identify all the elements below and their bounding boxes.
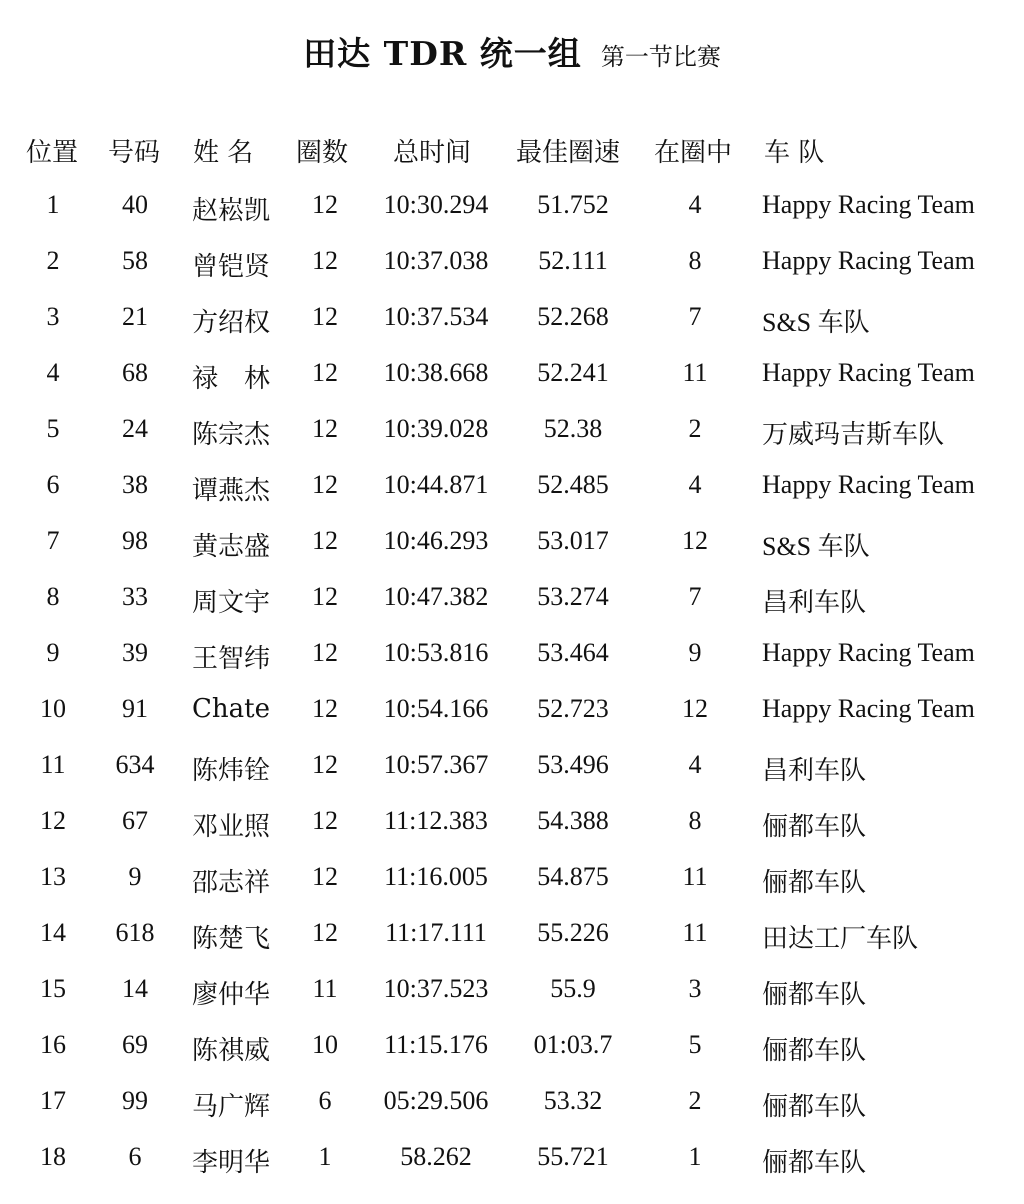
cell-name: 邵志祥 bbox=[191, 868, 270, 898]
cell-number: 68 bbox=[122, 358, 148, 387]
cell-name: 陈宗杰 bbox=[191, 420, 270, 450]
cell-number: 67 bbox=[122, 806, 148, 835]
cell-position: 18 bbox=[40, 1142, 66, 1171]
cell-best-lap: 53.464 bbox=[537, 638, 609, 667]
cell-number: 618 bbox=[115, 918, 155, 947]
cell-number: 14 bbox=[122, 974, 148, 1003]
cell-best-lap: 52.268 bbox=[537, 302, 609, 331]
table-row bbox=[0, 638, 1024, 694]
cell-position: 13 bbox=[40, 862, 66, 891]
cell-team: 俪都车队 bbox=[762, 1148, 867, 1177]
cell-total-time: 58.262 bbox=[400, 1142, 472, 1171]
cell-best-lap: 53.274 bbox=[537, 582, 609, 611]
cell-total-time: 10:30.294 bbox=[383, 190, 489, 219]
cell-best-lap: 51.752 bbox=[537, 190, 609, 219]
cell-name: 陈祺威 bbox=[191, 1036, 270, 1066]
header-number: 号码 bbox=[108, 138, 161, 168]
cell-total-time: 11:16.005 bbox=[384, 862, 488, 891]
cell-number: 33 bbox=[122, 582, 148, 611]
cell-laps: 12 bbox=[312, 526, 338, 555]
header-position: 位置 bbox=[26, 138, 79, 168]
cell-position: 16 bbox=[40, 1030, 66, 1059]
cell-name: Chate bbox=[192, 694, 270, 724]
table-row bbox=[0, 1142, 1024, 1198]
cell-best-lap: 55.721 bbox=[537, 1142, 609, 1171]
cell-number: 98 bbox=[122, 526, 148, 555]
cell-laps: 12 bbox=[312, 918, 338, 947]
cell-best-lap: 52.241 bbox=[537, 358, 609, 387]
cell-best-lap-on: 1 bbox=[688, 1142, 702, 1171]
cell-position: 15 bbox=[40, 974, 66, 1003]
cell-best-lap: 52.38 bbox=[543, 414, 603, 443]
cell-team: S&S 车队 bbox=[762, 308, 870, 337]
cell-name: 方绍权 bbox=[191, 308, 270, 338]
header-laps: 圈数 bbox=[296, 138, 349, 168]
cell-name: 马广辉 bbox=[191, 1092, 270, 1122]
cell-number: 69 bbox=[122, 1030, 148, 1059]
cell-laps: 12 bbox=[312, 470, 338, 499]
cell-position: 5 bbox=[46, 414, 60, 443]
cell-position: 12 bbox=[40, 806, 66, 835]
cell-team: 俪都车队 bbox=[762, 1036, 867, 1065]
cell-number: 39 bbox=[122, 638, 148, 667]
cell-laps: 6 bbox=[318, 1086, 332, 1115]
cell-position: 1 bbox=[46, 190, 60, 219]
cell-total-time: 05:29.506 bbox=[383, 1086, 489, 1115]
cell-total-time: 10:53.816 bbox=[383, 638, 489, 667]
cell-number: 634 bbox=[115, 750, 155, 779]
cell-name: 赵崧凯 bbox=[191, 196, 270, 226]
cell-team: 俪都车队 bbox=[762, 1092, 867, 1121]
title-subtitle: 第一节比赛 bbox=[600, 43, 721, 71]
cell-laps: 1 bbox=[318, 1142, 332, 1171]
cell-best-lap: 54.875 bbox=[537, 862, 609, 891]
cell-best-lap: 52.485 bbox=[537, 470, 609, 499]
cell-number: 58 bbox=[122, 246, 148, 275]
header-best-lap-on: 在圈中 bbox=[654, 138, 733, 168]
cell-total-time: 10:37.038 bbox=[383, 246, 489, 275]
header-best-lap: 最佳圈速 bbox=[516, 138, 621, 168]
cell-best-lap-on: 4 bbox=[688, 470, 702, 499]
cell-best-lap-on: 12 bbox=[682, 526, 708, 555]
cell-number: 38 bbox=[122, 470, 148, 499]
cell-team: 俪都车队 bbox=[762, 812, 867, 841]
cell-position: 7 bbox=[46, 526, 60, 555]
cell-laps: 12 bbox=[312, 806, 338, 835]
cell-team: Happy Racing Team bbox=[762, 694, 975, 723]
cell-number: 9 bbox=[128, 862, 142, 891]
results-table bbox=[0, 190, 1024, 1198]
cell-best-lap-on: 9 bbox=[688, 638, 702, 667]
table-row bbox=[0, 470, 1024, 526]
cell-total-time: 10:37.534 bbox=[383, 302, 489, 331]
cell-team: Happy Racing Team bbox=[762, 190, 975, 219]
cell-best-lap-on: 11 bbox=[682, 862, 708, 891]
cell-position: 11 bbox=[40, 750, 66, 779]
cell-best-lap-on: 11 bbox=[682, 358, 708, 387]
cell-name: 邓业照 bbox=[191, 812, 270, 842]
cell-position: 17 bbox=[40, 1086, 66, 1115]
cell-total-time: 11:12.383 bbox=[384, 806, 488, 835]
cell-best-lap-on: 2 bbox=[688, 414, 702, 443]
cell-number: 91 bbox=[122, 694, 148, 723]
cell-best-lap: 55.9 bbox=[550, 974, 596, 1003]
cell-best-lap: 52.111 bbox=[538, 246, 608, 275]
cell-name: 谭燕杰 bbox=[191, 476, 270, 506]
cell-best-lap-on: 4 bbox=[688, 750, 702, 779]
cell-position: 14 bbox=[40, 918, 66, 947]
cell-team: Happy Racing Team bbox=[762, 246, 975, 275]
cell-laps: 12 bbox=[312, 190, 338, 219]
header-team: 车 队 bbox=[764, 138, 825, 168]
cell-name: 陈炜铨 bbox=[191, 756, 270, 786]
cell-position: 9 bbox=[46, 638, 60, 667]
cell-laps: 12 bbox=[312, 582, 338, 611]
cell-position: 8 bbox=[46, 582, 60, 611]
cell-name: 廖仲华 bbox=[191, 980, 270, 1010]
cell-best-lap-on: 7 bbox=[688, 302, 702, 331]
cell-laps: 12 bbox=[312, 302, 338, 331]
cell-total-time: 10:47.382 bbox=[383, 582, 489, 611]
table-row bbox=[0, 862, 1024, 918]
cell-total-time: 10:44.871 bbox=[383, 470, 489, 499]
cell-best-lap-on: 4 bbox=[688, 190, 702, 219]
cell-best-lap: 01:03.7 bbox=[533, 1030, 613, 1059]
cell-position: 10 bbox=[40, 694, 66, 723]
table-row bbox=[0, 190, 1024, 246]
table-row bbox=[0, 806, 1024, 862]
cell-team: 俪都车队 bbox=[762, 980, 867, 1009]
cell-best-lap-on: 3 bbox=[688, 974, 702, 1003]
table-row bbox=[0, 974, 1024, 1030]
cell-laps: 12 bbox=[312, 414, 338, 443]
cell-number: 99 bbox=[122, 1086, 148, 1115]
cell-name: 禄 林 bbox=[191, 364, 270, 394]
cell-best-lap-on: 2 bbox=[688, 1086, 702, 1115]
cell-best-lap: 53.32 bbox=[543, 1086, 603, 1115]
cell-total-time: 11:17.111 bbox=[385, 918, 487, 947]
cell-total-time: 10:57.367 bbox=[383, 750, 489, 779]
table-row bbox=[0, 358, 1024, 414]
table-header bbox=[0, 132, 1024, 172]
header-name: 姓 名 bbox=[193, 138, 254, 168]
table-row bbox=[0, 694, 1024, 750]
title-main: 田达 TDR 统一组 bbox=[303, 34, 582, 73]
cell-total-time: 11:15.176 bbox=[384, 1030, 488, 1059]
cell-laps: 12 bbox=[312, 638, 338, 667]
cell-number: 40 bbox=[122, 190, 148, 219]
cell-best-lap: 53.017 bbox=[537, 526, 609, 555]
cell-total-time: 10:37.523 bbox=[383, 974, 489, 1003]
cell-best-lap-on: 11 bbox=[682, 918, 708, 947]
cell-position: 4 bbox=[46, 358, 60, 387]
table-row bbox=[0, 1030, 1024, 1086]
cell-total-time: 10:46.293 bbox=[383, 526, 489, 555]
cell-team: 田达工厂车队 bbox=[762, 924, 919, 953]
cell-best-lap: 54.388 bbox=[537, 806, 609, 835]
cell-best-lap-on: 8 bbox=[688, 806, 702, 835]
cell-best-lap: 52.723 bbox=[537, 694, 609, 723]
table-row bbox=[0, 750, 1024, 806]
page-title bbox=[0, 28, 1024, 75]
cell-team: 昌利车队 bbox=[762, 588, 867, 617]
cell-name: 曾铠贤 bbox=[191, 252, 270, 282]
cell-best-lap-on: 5 bbox=[688, 1030, 702, 1059]
header-total-time: 总时间 bbox=[393, 138, 472, 168]
cell-team: 俪都车队 bbox=[762, 868, 867, 897]
table-row bbox=[0, 582, 1024, 638]
cell-team: 昌利车队 bbox=[762, 756, 867, 785]
cell-team: 万威玛吉斯车队 bbox=[762, 420, 945, 449]
table-row bbox=[0, 302, 1024, 358]
cell-team: Happy Racing Team bbox=[762, 470, 975, 499]
cell-position: 3 bbox=[46, 302, 60, 331]
cell-laps: 12 bbox=[312, 750, 338, 779]
cell-team: Happy Racing Team bbox=[762, 638, 975, 667]
cell-best-lap-on: 8 bbox=[688, 246, 702, 275]
cell-position: 2 bbox=[46, 246, 60, 275]
cell-number: 24 bbox=[122, 414, 148, 443]
cell-total-time: 10:54.166 bbox=[383, 694, 489, 723]
cell-laps: 11 bbox=[312, 974, 338, 1003]
cell-team: S&S 车队 bbox=[762, 532, 870, 561]
cell-position: 6 bbox=[46, 470, 60, 499]
cell-best-lap: 53.496 bbox=[537, 750, 609, 779]
cell-laps: 12 bbox=[312, 358, 338, 387]
cell-number: 6 bbox=[128, 1142, 142, 1171]
cell-total-time: 10:39.028 bbox=[383, 414, 489, 443]
cell-best-lap-on: 12 bbox=[682, 694, 708, 723]
cell-laps: 10 bbox=[312, 1030, 338, 1059]
table-row bbox=[0, 246, 1024, 302]
cell-team: Happy Racing Team bbox=[762, 358, 975, 387]
cell-laps: 12 bbox=[312, 246, 338, 275]
cell-best-lap: 55.226 bbox=[537, 918, 609, 947]
table-row bbox=[0, 918, 1024, 974]
cell-laps: 12 bbox=[312, 862, 338, 891]
table-row bbox=[0, 414, 1024, 470]
cell-total-time: 10:38.668 bbox=[383, 358, 489, 387]
cell-number: 21 bbox=[122, 302, 148, 331]
cell-best-lap-on: 7 bbox=[688, 582, 702, 611]
cell-laps: 12 bbox=[312, 694, 338, 723]
table-row bbox=[0, 526, 1024, 582]
cell-name: 王智纬 bbox=[191, 644, 270, 674]
cell-name: 李明华 bbox=[191, 1148, 270, 1178]
table-row bbox=[0, 1086, 1024, 1142]
cell-name: 黄志盛 bbox=[191, 532, 270, 562]
cell-name: 周文宇 bbox=[191, 588, 270, 618]
cell-name: 陈楚飞 bbox=[191, 924, 270, 954]
